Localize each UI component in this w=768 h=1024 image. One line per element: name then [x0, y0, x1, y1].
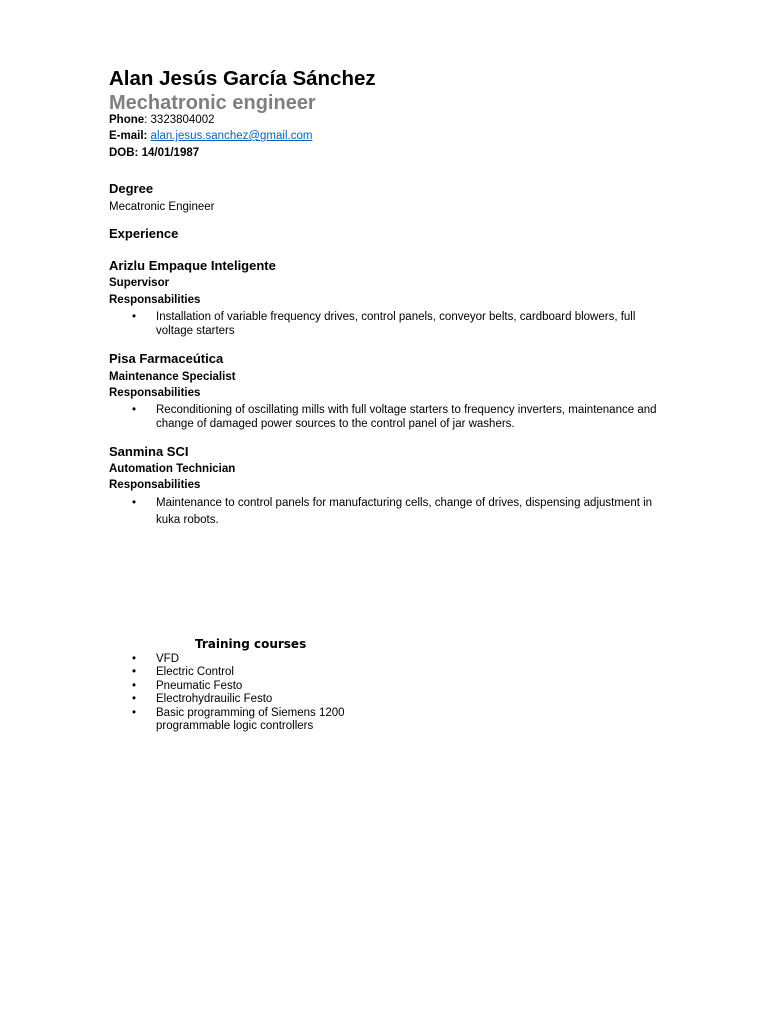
- job-responsibilities-label: Responsabilities: [109, 387, 201, 399]
- phone-line: [109, 113, 215, 127]
- training-item-text: Pneumatic Festo: [156, 680, 243, 692]
- bullet-icon: •: [132, 680, 137, 692]
- bullet-icon: •: [132, 404, 137, 416]
- job-duty-text: Installation of variable frequency drives, control panels, conveyor belts, cardboard blowers, full voltage starters: [156, 311, 636, 337]
- email-label: E-mail:: [109, 130, 148, 142]
- job-role: Automation Technician: [109, 463, 236, 475]
- job-company: Sanmina SCI: [109, 444, 189, 459]
- training-heading: Training courses: [195, 637, 307, 651]
- bullet-icon: •: [132, 497, 137, 509]
- experience-heading: Experience: [109, 226, 179, 241]
- job-company: Pisa Farmaceútica: [109, 351, 224, 366]
- job-company: Arizlu Empaque Inteligente: [109, 258, 276, 273]
- training-item-text: VFD: [156, 653, 179, 665]
- training-item-text: Electric Control: [156, 666, 234, 678]
- job-role: Supervisor: [109, 277, 170, 289]
- bullet-icon: •: [132, 707, 137, 719]
- bullet-icon: •: [132, 693, 137, 705]
- bullet-icon: •: [132, 653, 137, 665]
- training-item-text: Basic programming of Siemens 1200 programmable logic controllers: [156, 707, 345, 732]
- candidate-title: Mechatronic engineer: [109, 92, 316, 114]
- bullet-icon: •: [132, 666, 137, 678]
- phone-label: Phone: [109, 114, 145, 126]
- degree-value: Mecatronic Engineer: [109, 201, 215, 213]
- phone-value: : 3323804002: [144, 114, 215, 126]
- degree-heading: Degree: [109, 181, 154, 196]
- dob-label: DOB: 14/01/1987: [109, 147, 200, 159]
- job-responsibilities-label: Responsabilities: [109, 294, 201, 306]
- email-link[interactable]: alan.jesus.sanchez@gmail.com: [150, 130, 313, 142]
- training-item-text: Electrohydrauilic Festo: [156, 693, 273, 705]
- job-responsibilities-label: Responsabilities: [109, 479, 201, 491]
- dob-line: [109, 146, 199, 160]
- job-role: Maintenance Specialist: [109, 371, 236, 383]
- candidate-name: Alan Jesús García Sánchez: [109, 67, 376, 90]
- job-duty-text: Reconditioning of oscillating mills with full voltage starters to frequency inverters, maintenance and change of damaged power sources to the control panel of jar washers.: [156, 404, 657, 430]
- email-line: [109, 129, 312, 143]
- bullet-icon: •: [132, 311, 137, 323]
- job-duty-text: Maintenance to control panels for manufacturing cells, change of drives, dispensing adjustment in kuka robots.: [156, 497, 653, 526]
